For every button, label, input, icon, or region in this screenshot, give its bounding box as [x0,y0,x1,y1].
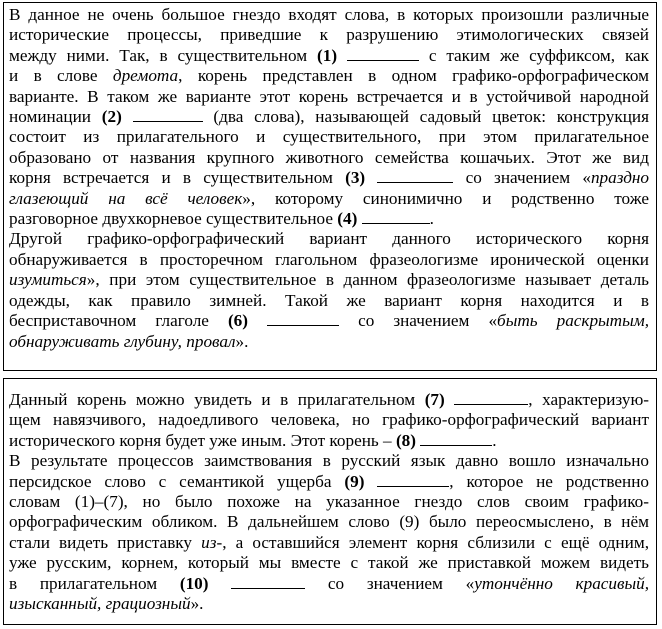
text-line: номинации (2) (два слова), называющей садовый цветок: конструкция [9,107,650,127]
answer-blank-2 [133,107,203,122]
answer-blank-4 [362,209,430,224]
text-line: корня встречается и в существительном (3) со значением «праздно [9,168,650,188]
text-line: Другой графико-орфографический вариант данного исторического корня [9,229,649,249]
text-line: обнаруживается в просторечном глагольном фразеологизме иронической оценки [9,249,649,269]
blank-number-1: (1) [317,45,338,65]
text-line: персидское слово с семантикой ущерба (9) , которое не родственно [9,471,649,491]
text-line: стали видеть приставку из-, а оставшийся элемент корня сблизили с ещё одним, [9,532,649,552]
blank-number-3: (3) [345,168,366,188]
paragraph-1 [9,5,649,352]
blank-number-10: (10) [179,573,209,593]
text-line: изысканный, грациозный». [9,594,204,614]
text-line: варианте. В таком же варианте этот корень встречается и в устойчивой народной [9,86,649,106]
text-line: образовано от названия крупного животного семейства кошачьих. Этот же вид [9,147,649,167]
answer-blank-10 [231,574,305,589]
answer-blank-8 [420,431,492,446]
text-line: в прилагательном (10) со значением «утончённо красивый, [9,573,649,593]
answer-blank-3 [377,168,453,183]
text-line: и в слове дремота, корень представлен в одном графико-орфографическом [9,66,650,86]
text-line: разговорное двухкорневое существительное (4) . [9,209,434,229]
blank-number-8: (8) [395,430,416,450]
task-text-box-2 [3,378,657,625]
text-line: исторические процессы, приведшие к разрушению этимологических связей [9,25,649,45]
text-line: между ними. Так, в существительном (1) с таким же суффиксом, как [9,45,650,65]
text-line: Данный корень можно увидеть и в прилагательном (7) , характеризую- [9,390,650,409]
text-line: бесприставочном глаголе (6) со значением «быть раскрытым, [9,311,650,331]
text-line: одежды, как правило зимней. Такой же вариант корня находится и в [9,290,649,310]
blank-number-9: (9) [344,471,365,491]
answer-blank-7 [454,390,528,405]
text-line: обнаруживать глубину, провал». [9,331,249,351]
text-line: В данное не очень большое гнездо входят слова, в которых произошли различные [9,5,649,24]
blank-number-6: (6) [227,311,248,331]
answer-blank-9 [377,472,449,487]
blank-number-4: (4) [337,209,358,229]
paragraph-3 [9,390,649,614]
task-text-box-1 [3,2,657,371]
text-line: глазеющий на всё человек», которому синонимично и родственно тоже [9,188,649,208]
text-line: В результате процессов заимствования в русский язык давно вошло изначально [9,451,649,471]
text-line: орфографическим обликом. В дальнейшем слово (9) было переосмыслено, в нём [9,512,649,532]
answer-blank-1 [347,46,419,61]
text-line: уже русским, корнем, который мы вместе с такой же приставкой можем видеть [9,553,649,573]
text-line: изумиться», при этом существительное в данном фразеологизме называет деталь [9,270,649,290]
text-line: щем навязчивого, надоедливого человека, но графико-орфографический вариант [9,410,649,430]
blank-number-2: (2) [101,107,122,127]
text-line: словам (1)–(7), но было похоже на указанное гнездо слов своим графико- [9,492,649,512]
blank-number-7: (7) [424,390,445,409]
text-line: исторического корня будет уже иным. Этот корень – (8) . [9,430,497,450]
answer-blank-6 [267,311,339,326]
text-line: состоит из прилагательного и существительного, при этом прилагательное [9,127,649,147]
